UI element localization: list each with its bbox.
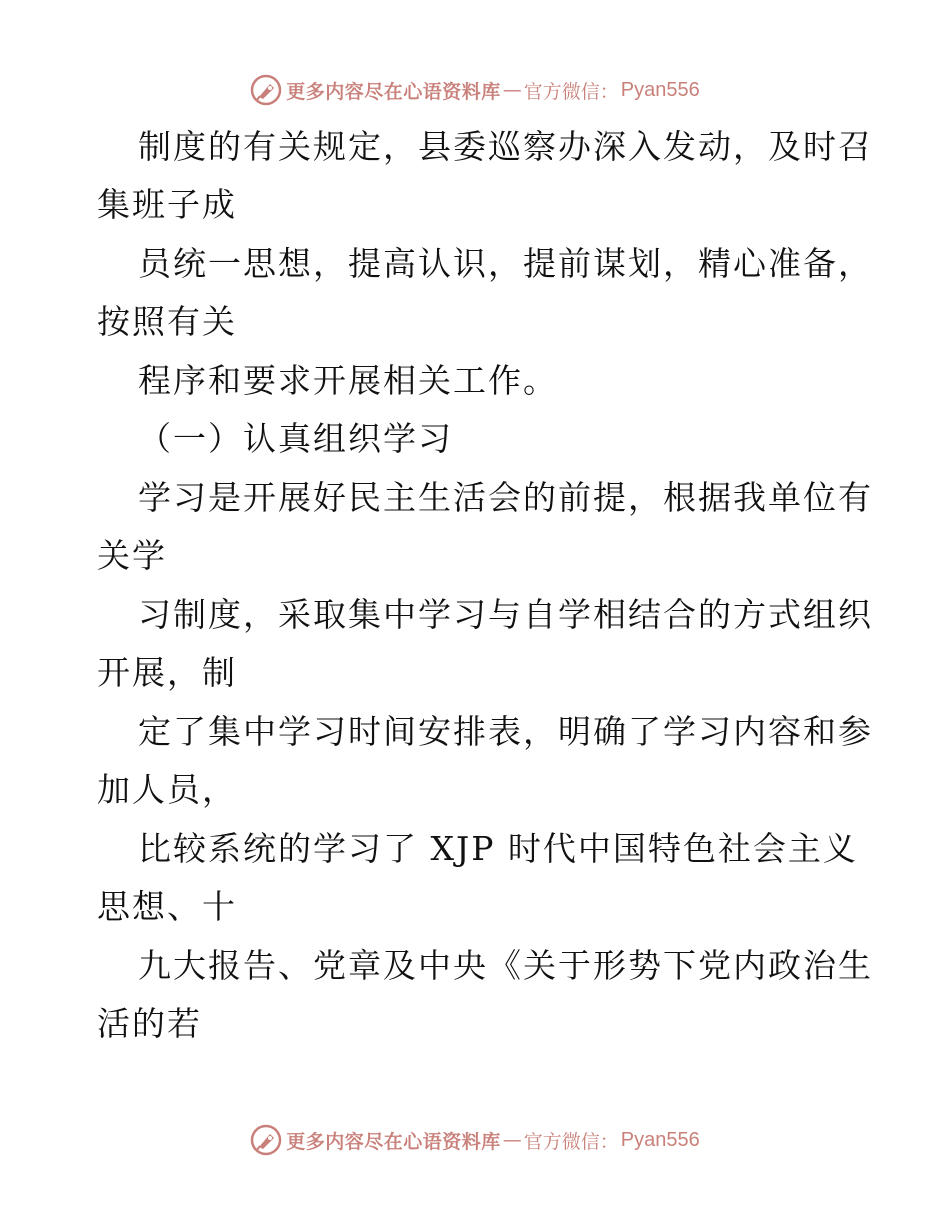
body-line: 定了集中学习时间安排表，明确了学习内容和参 — [138, 712, 873, 751]
body-line: 比较系统的学习了 XJP 时代中国特色社会主义 — [138, 829, 858, 868]
watermark-wechat-id: Pyan556 — [620, 78, 700, 101]
body-line: 活的若 — [97, 1004, 202, 1043]
body-line: 关学 — [97, 536, 167, 575]
header-watermark — [0, 70, 950, 110]
watermark-site-text: 更多内容尽在心语资料库 — [286, 80, 501, 103]
body-line: 九大报告、党章及中央《关于形势下党内政治生 — [138, 946, 873, 985]
body-line: 制度的有关规定，县委巡察办深入发动，及时召 — [138, 127, 873, 166]
watermark-site-text: 更多内容尽在心语资料库 — [286, 1130, 501, 1153]
pen-nib-logo-icon — [250, 74, 282, 106]
body-line: 开展，制 — [97, 653, 237, 692]
pen-nib-logo-icon — [250, 1124, 282, 1156]
body-line: 员统一思想，提高认识，提前谋划，精心准备， — [138, 244, 873, 283]
body-line: 程序和要求开展相关工作。 — [138, 361, 558, 400]
body-line: 学习是开展好民主生活会的前提，根据我单位有 — [138, 478, 873, 517]
body-line: 习制度，采取集中学习与自学相结合的方式组织 — [138, 595, 873, 634]
footer-watermark — [0, 1120, 950, 1160]
watermark-wechat-label: 官方微信： — [523, 1130, 619, 1153]
body-line: 加人员， — [97, 770, 237, 809]
body-line: 思想、十 — [97, 887, 237, 926]
watermark-separator: — — [502, 1129, 522, 1151]
body-line: 按照有关 — [97, 302, 237, 341]
watermark-separator: — — [502, 79, 522, 101]
body-line: 集班子成 — [97, 185, 237, 224]
watermark-wechat-label: 官方微信： — [523, 80, 619, 103]
section-heading: （一）认真组织学习 — [138, 419, 453, 458]
watermark-wechat-id: Pyan556 — [620, 1128, 700, 1151]
